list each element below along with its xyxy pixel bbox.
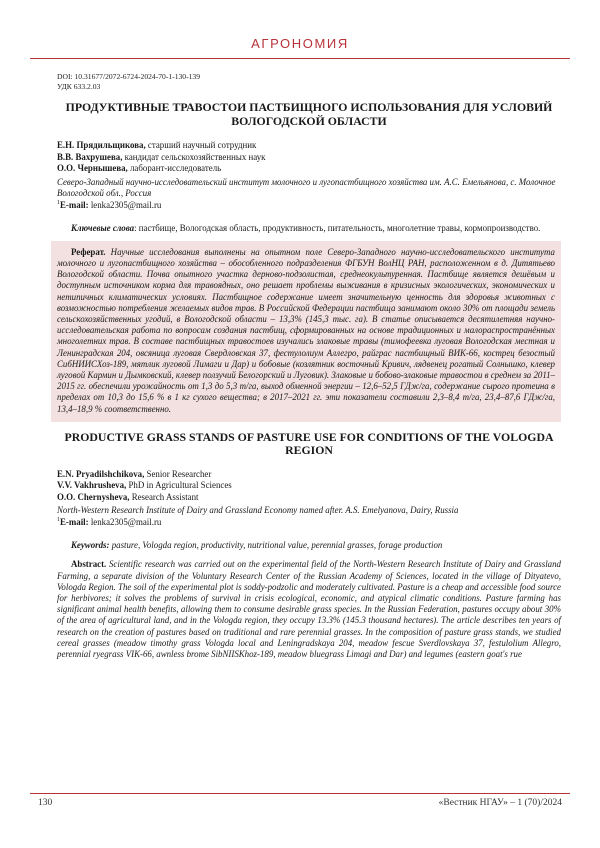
- author-ru-3: [57, 163, 561, 175]
- affiliation-ru: Северо-Западный научно-исследовательский институт молочного и лугопастбищного хозяйства им. А.С. Емельянова, с. Молочное Вологодской обл., Россия: [57, 176, 556, 198]
- author-role: Senior Researcher: [144, 468, 212, 479]
- author-ru-1: [57, 140, 561, 152]
- abstract-ru-box: [51, 241, 561, 422]
- affiliation-en: North-Western Research Institute of Dairy and Grassland Economy named after. A.S. Emelyanova, Dairy, Russia: [57, 505, 459, 516]
- author-en-1: [57, 469, 561, 481]
- abstract-en: [57, 559, 561, 660]
- keywords-ru: [57, 223, 561, 234]
- email-en: [57, 517, 561, 528]
- abstract-ru: [57, 247, 555, 415]
- journal-issue: «Вестник НГАУ» – 1 (70)/2024: [438, 798, 562, 808]
- email-sup: 1: [57, 517, 60, 524]
- footer-divider: [30, 793, 570, 794]
- abstract-text: Scientific research was carried out on the experimental field of the North-Western Research Institute of Dairy and Grassland Farming, a separate division of the Voluntary Research Center of the Russian Academy of Sciences, located in the village of Dityatevo, Vologda Region. The soil of the experimental plot is soddy-podzolic and moderately cultivated. Pasture is a cheap and accessible food source for herbivores; it solves the problems of survival in crisis ecological, economic, and atypical climatic conditions. Pasture farming has significant animal health benefits, allowing them to consume desirable grass species. In the Russian Federation, pastures occupy about 30% of the area of agricultural land, and in the Vologda region, they occupy 13.3% (145.3 thousand hectares). The article describes ten years of research on the creation of pastures based on traditional and rare perennial grasses. In the composition of pasture grass stands, we studied cereal grasses (meadow timothy grass Vologda local and Leningradskaya 204, meadow fescue Sverdlovskaya 37, festulolium Allegro, perennial ryegrass VIK-66, awnless brome SibNIISKhoz-189, meadow bluegrass Limagi and Dar) and legumes (eastern goat's rue: [57, 559, 561, 660]
- email-address[interactable]: lenka2305@mail.ru: [88, 517, 162, 528]
- title-ru: ПРОДУКТИВНЫЕ ТРАВОСТОИ ПАСТБИЩНОГО ИСПОЛЬЗОВАНИЯ ДЛЯ УСЛОВИЙ ВОЛОГОДСКОЙ ОБЛАСТИ: [65, 100, 553, 128]
- article-content: [57, 72, 561, 660]
- author-role: лаборант-исследователь: [127, 163, 222, 174]
- author-en-2: [57, 480, 561, 492]
- page-number: 130: [38, 798, 53, 808]
- keywords-label: Ключевые слова: [71, 222, 135, 233]
- email-ru: [57, 200, 561, 211]
- abstract-label: Реферат.: [71, 246, 106, 257]
- author-name: E.N. Pryadilshchikova,: [57, 468, 145, 479]
- section-header: АГРОНОМИЯ: [251, 36, 349, 51]
- author-name: O.O. Chernysheva,: [57, 491, 130, 502]
- email-address[interactable]: lenka2305@mail.ru: [88, 199, 162, 210]
- title-en: PRODUCTIVE GRASS STANDS OF PASTURE USE FOR CONDITIONS OF THE VOLOGDA REGION: [64, 429, 554, 458]
- author-role: старший научный сотрудник: [145, 140, 257, 151]
- doi: DOI: 10.31677/2072-6724-2024-70-1-130-139: [57, 72, 200, 81]
- keywords-label: Keywords:: [71, 540, 110, 551]
- keywords-text: : пастбище, Вологодская область, продуктивность, питательность, многолетние травы, кормопроизводство.: [134, 222, 541, 233]
- abstract-label: Abstract.: [71, 559, 107, 570]
- keywords-text: pasture, Vologda region, productivity, nutritional value, perennial grasses, forage production: [109, 540, 443, 551]
- author-name: О.О. Чернышева,: [57, 163, 128, 174]
- email-sup: 1: [57, 199, 60, 206]
- abstract-text: Научные исследования выполнены на опытном поле Северо-Западного научно-исследовательского института молочного и лугопастбищного хозяйства – обособленного подразделения ФГБУН ВолНЦ РАН, расположенном в д. Дитятьево Вологодской области. Почва опытного участка дерново-подзолистая, среднеокультуренная. Пастбище является дешёвым и доступным источником корма для травоядных, оно решает проблемы выживания в кризисных экологических, экономических и нетипичных климатических условиях. Пастбищное содержание имеет значительную ценность для здоровья животных с возможностью потребления желаемых видов трав. В Российской Федерации пастбища занимают около 30% от площади земель сельскохозяйственных угодий, в Вологодской области – 13,3% (145,3 тыс. га). В статье описывается десятилетняя научно-исследовательская работа по вопросам создания пастбищ, сформированных на основе традиционных и малораспространённых многолетних трав. В составе пастбищных травостоев изучались злаковые травы (тимофеевка луговая Вологодская местная и Ленинградская 204, овсяница луговая Свердловская 37, фестулолиум Аллегро, райграс пастбищный ВИК-66, кострец безостый СибНИИСХоз-189, мятлик луговой Лимаги и Дар) и бобовые (козлятник восточный Кривич, лядвенец рогатый Солнышко, клевер луговой Кармин и Дымковский, клевер ползучий Белогорский и Луговик). Злаковые и бобово-злаковые травостои в среднем за 2011–2015 гг. обеспечили урожайность от 1,3 до 5,3 т/га, выход обменной энергии – 12,6–52,5 ГДж/га, содержание сырого протеина в пределах от 10,3 до 15,6 % в 1 кг сухого вещества; в 2017–2021 гг. эти показатели составили 2,3–8,4 т/га, 23,4–87,6 ГДж/га, 13,4–18,9 % соответственно.: [57, 246, 555, 414]
- author-name: V.V. Vakhrusheva,: [57, 480, 127, 491]
- header-divider: [30, 58, 570, 59]
- udk-code: УДК 633.2.03: [57, 82, 101, 91]
- author-role: кандидат сельскохозяйственных наук: [122, 151, 266, 162]
- author-ru-2: [57, 152, 561, 164]
- keywords-en: [57, 540, 561, 551]
- author-name: В.В. Вахрушева,: [57, 151, 123, 162]
- author-role: PhD in Agricultural Sciences: [126, 480, 232, 491]
- author-name: Е.Н. Прядильщикова,: [57, 140, 146, 151]
- author-en-3: [57, 492, 561, 504]
- email-label: E-mail:: [60, 517, 89, 528]
- author-role: Research Assistant: [129, 491, 199, 502]
- email-label: E-mail:: [60, 199, 89, 210]
